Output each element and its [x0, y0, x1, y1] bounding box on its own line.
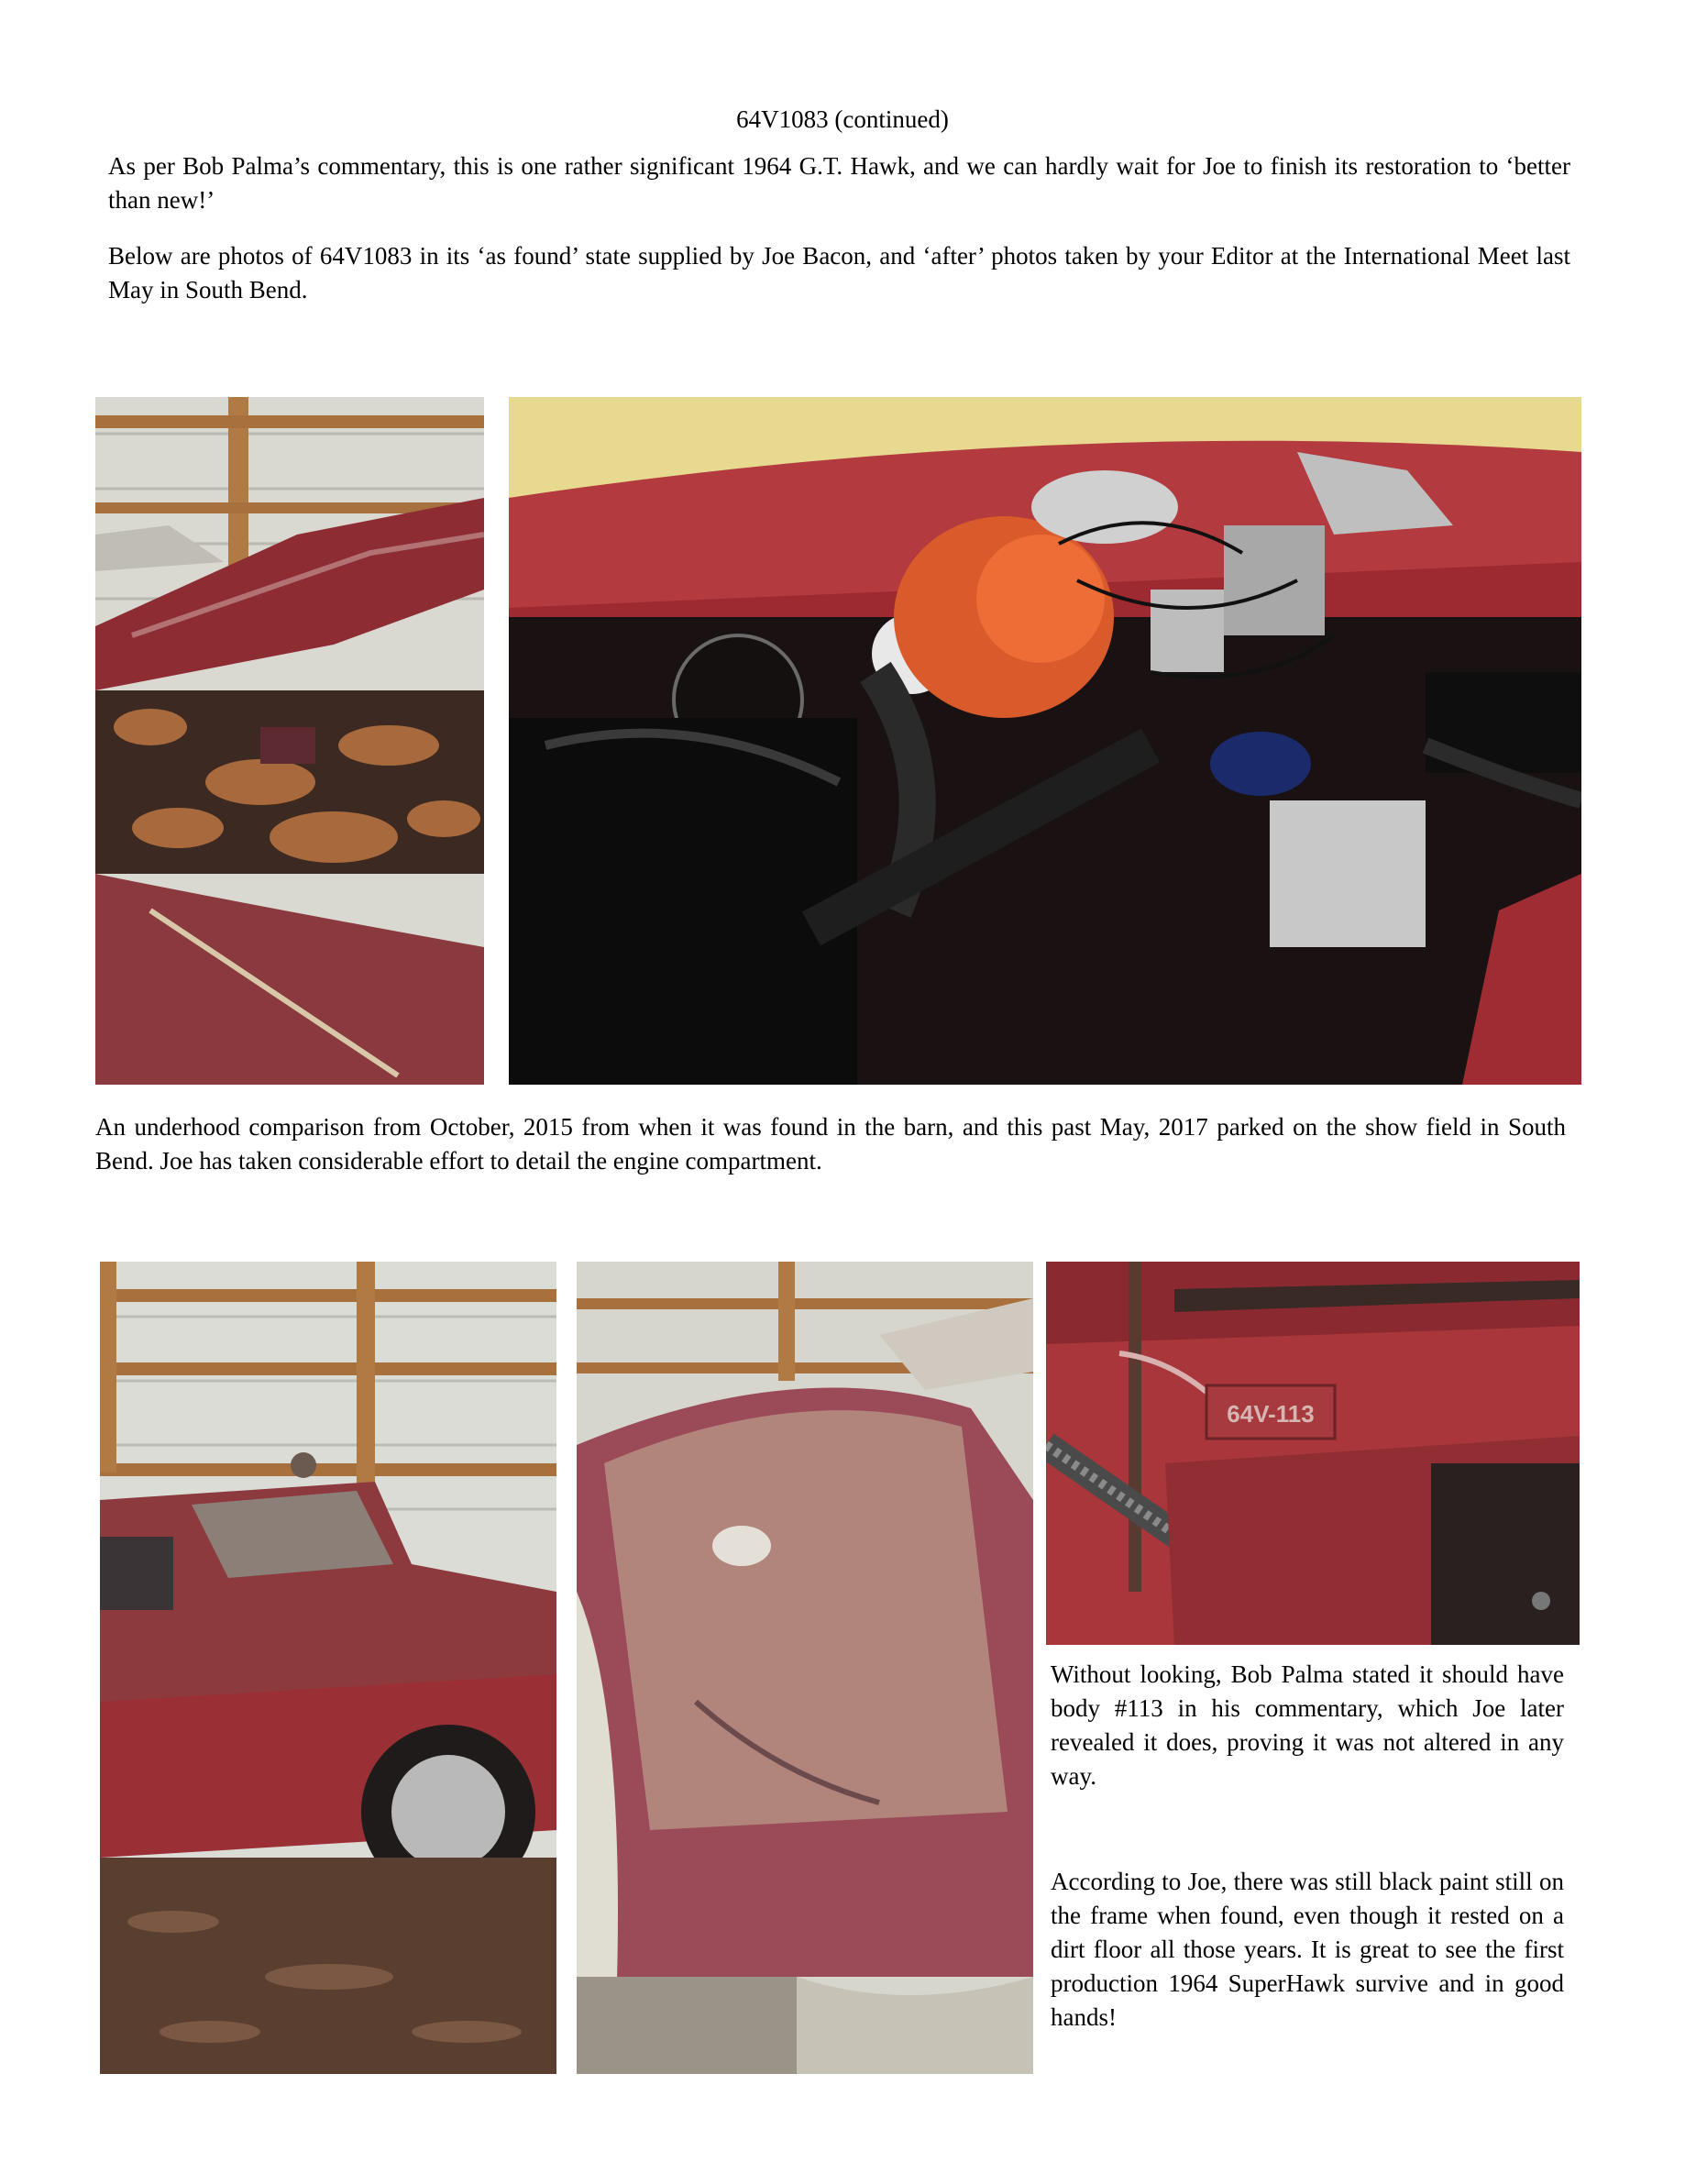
- photo-car-in-barn: [100, 1262, 556, 2074]
- intro-paragraph-1: As per Bob Palma’s commentary, this is one rather significant 1964 G.T. Hawk, and we can hardly wait for Joe to finish its restoration to ‘better than new!’: [108, 152, 1570, 214]
- photo-body-tag: [1046, 1262, 1580, 1645]
- body-tag-stamp: 64V-113: [1227, 1400, 1315, 1428]
- frame-caption: According to Joe, there was still black paint still on the frame when found, even though it rested on a dirt floor all those years. It is great to see the first production 1964 SuperHawk survive and in good hands!: [1051, 1868, 1564, 2031]
- intro-paragraph-2: Below are photos of 64V1083 in its ‘as found’ state supplied by Joe Bacon, and ‘after’ photos taken by your Editor at the International Meet last May in South Bend.: [108, 242, 1570, 303]
- underhood-caption: An underhood comparison from October, 2015 from when it was found in the barn, and this past May, 2017 parked on the show field in South Bend. Joe has taken considerable effort to detail the engine compartment.: [95, 1113, 1566, 1175]
- body-tag-caption: Without looking, Bob Palma stated it should have body #113 in his commentary, which Joe later revealed it does, proving it was not altered in any way.: [1051, 1660, 1564, 1790]
- photo-restored-engine-bay: [509, 397, 1581, 1085]
- photo-dusty-hood: [577, 1262, 1033, 2074]
- photo-barn-engine-bay: [95, 397, 484, 1085]
- page-heading: 64V1083 (continued): [736, 105, 949, 133]
